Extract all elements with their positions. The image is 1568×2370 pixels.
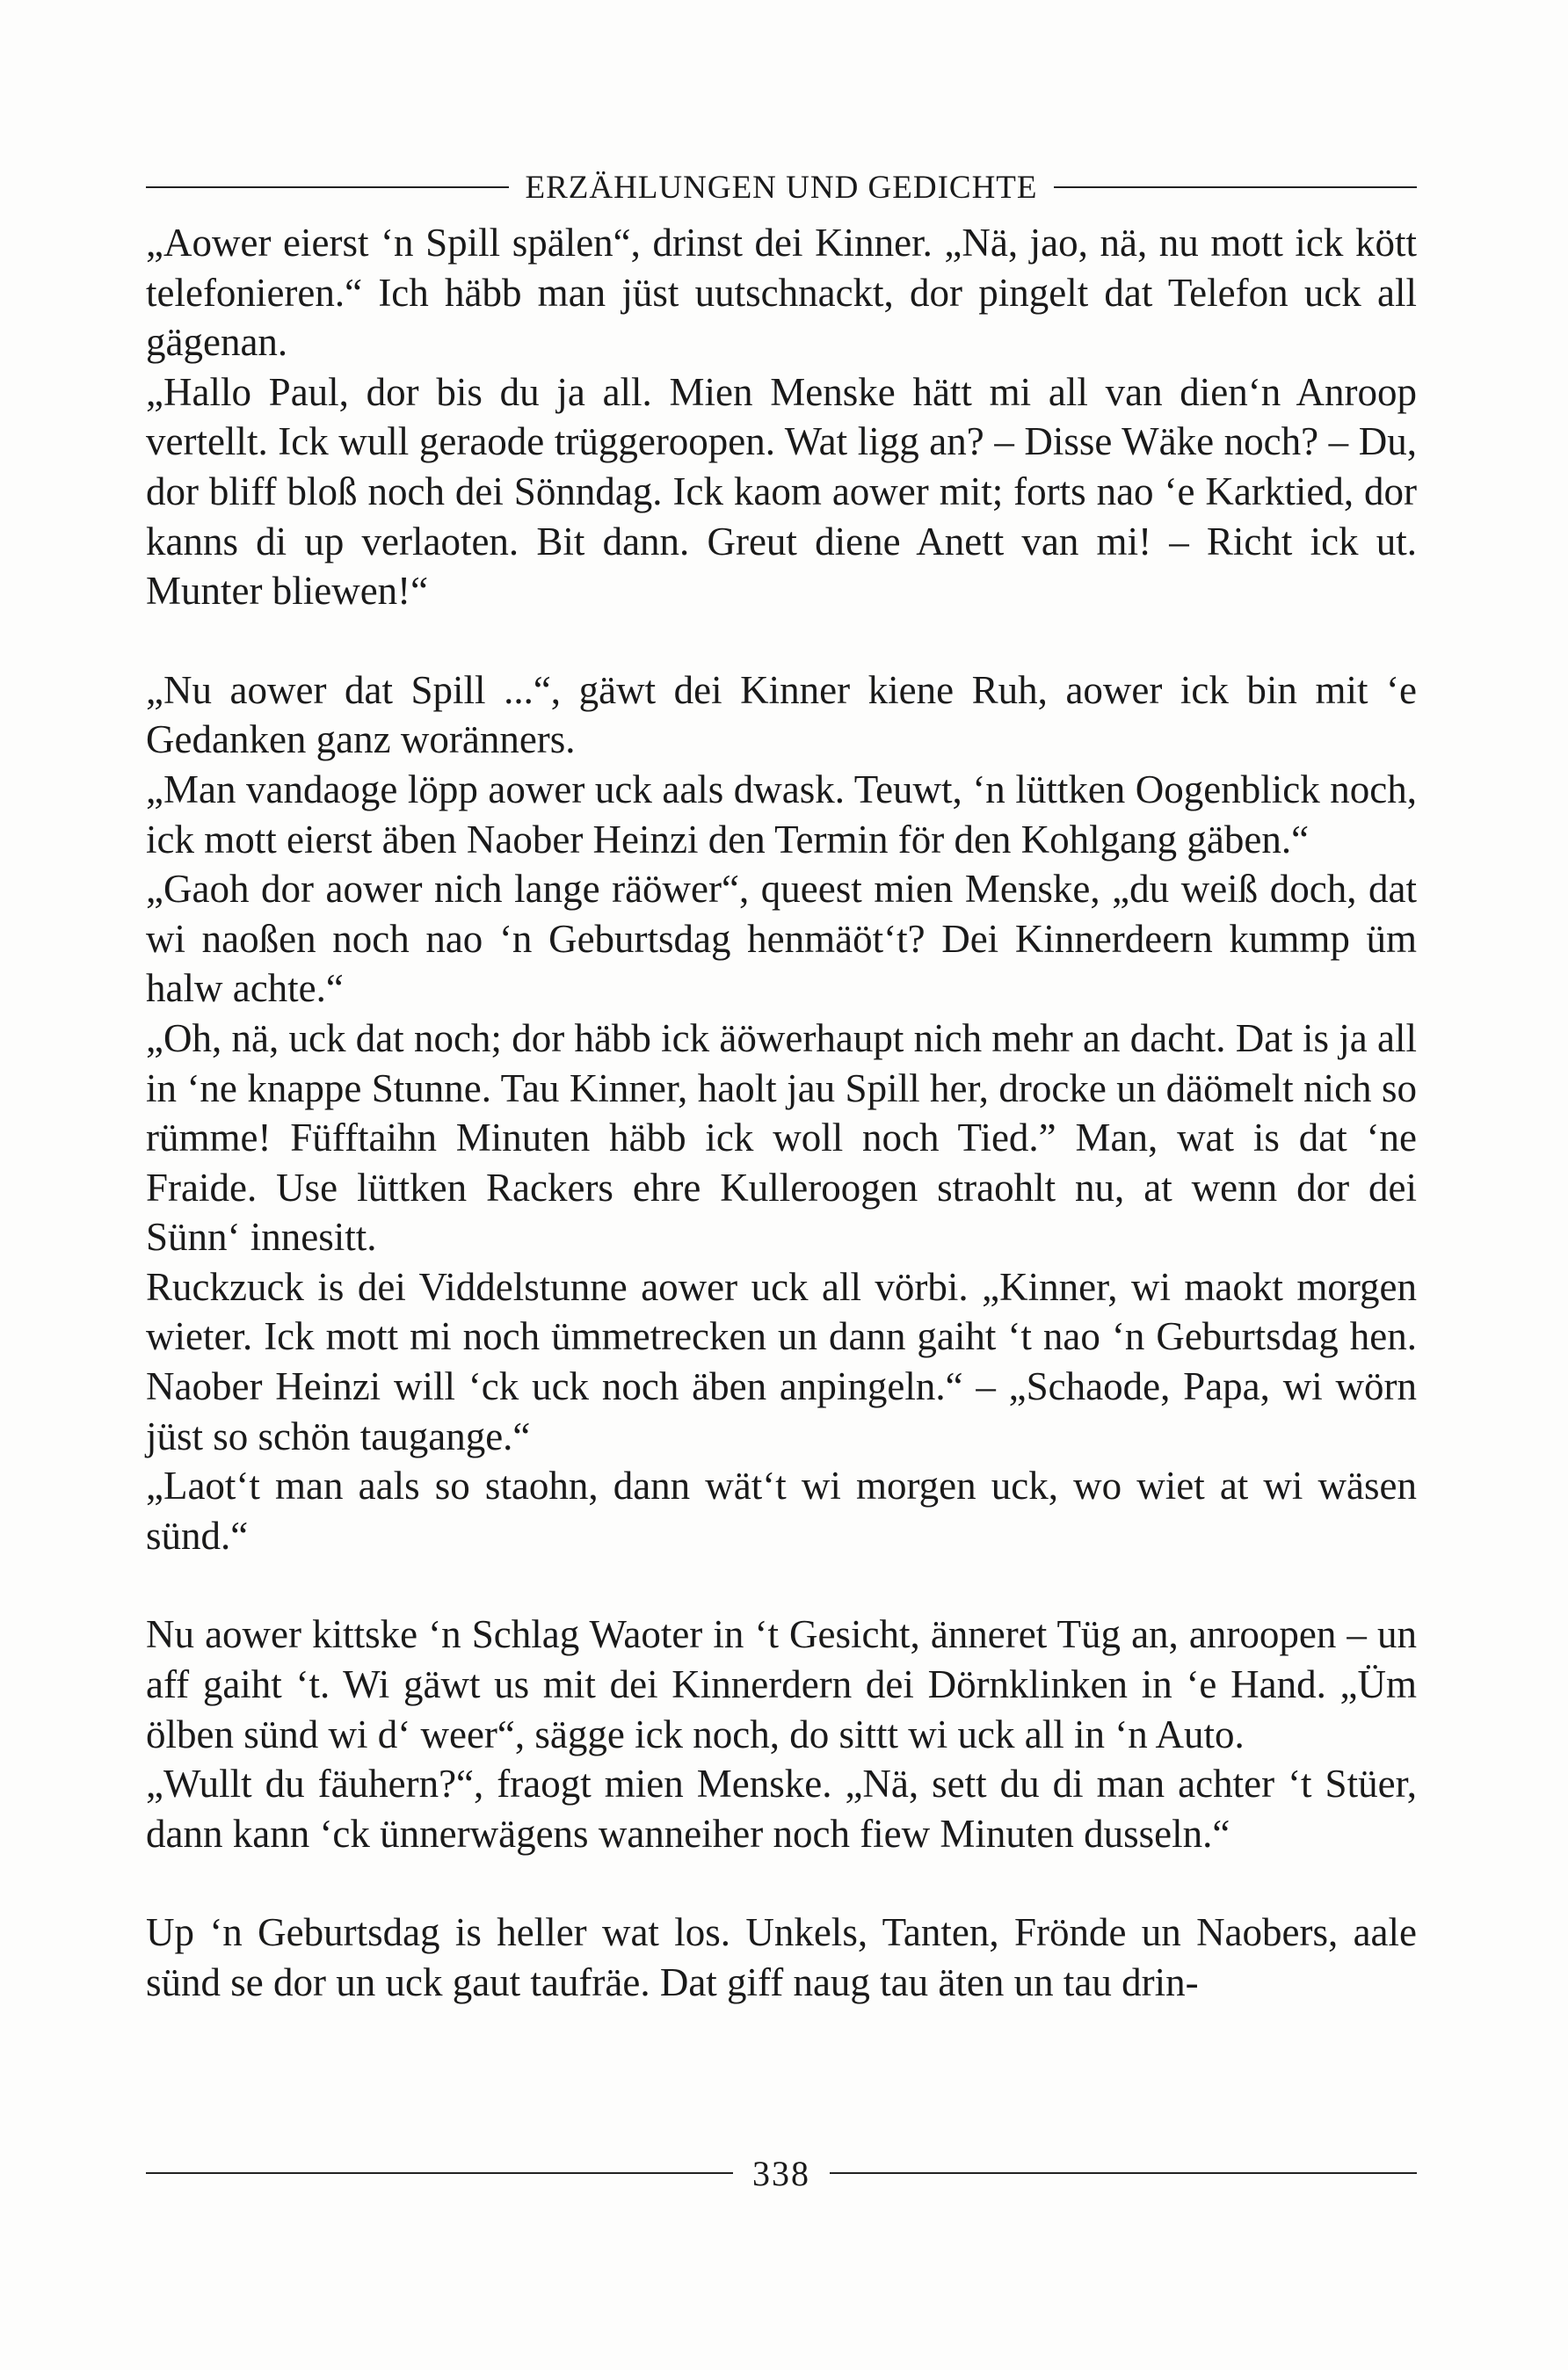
paragraph: „Oh, nä, uck dat noch; dor häbb ick äöwerhaupt nich mehr an dacht. Dat is ja all in ‘ne knappe Stunne. Tau Kinner, haolt jau Spill her, drocke un däömelt nich so rümme! Füfftaihn Minuten häbb ick woll noch Tied.” Man, wat is dat ‘ne Fraide. Use lüttken Rackers ehre Kulleroogen straohlt nu, at wenn dor dei Sünn‘ innesitt. — [146, 1015, 1417, 1260]
running-footer — [146, 2150, 1417, 2196]
running-header — [146, 165, 1417, 209]
body-text — [146, 218, 1417, 2008]
paragraph: „Laot‘t man aals so staohn, dann wät‘t wi morgen uck, wo wiet at wi wäsen sünd.“ — [146, 1464, 1417, 1558]
paragraph: „Nu aower dat Spill ...“, gäwt dei Kinner kiene Ruh, aower ick bin mit ‘e Gedanken ganz woränners. — [146, 667, 1417, 762]
header-rule-right — [1054, 186, 1417, 188]
paragraph: „Hallo Paul, dor bis du ja all. Mien Menske hätt mi all van dien‘n Anroop vertellt. Ick wull geraode trüggeroopen. Wat ligg an? – Disse Wäke noch? – Du, dor bliff bloß noch dei Sönndag. Ick kaom aower mit; forts nao ‘e Karktied, dor kanns di up verlaoten. Bit dann. Greut diene Anett van mi! – Richt ick ut. Munter bliewen!“ — [146, 369, 1417, 614]
paragraph: Ruckzuck is dei Viddelstunne aower uck all vörbi. „Kinner, wi maokt morgen wieter. Ick mott mi noch ümmetrecken un dann gaiht ‘t nao ‘n Geburtsdag hen. Naober Heinzi will ‘ck uck noch äben anpingeln.“ – „Schaode, Papa, wi wörn jüst so schön taugange.“ — [146, 1264, 1417, 1458]
paragraph: Up ‘n Geburtsdag is heller wat los. Unkels, Tanten, Frönde un Naobers, aale sünd se dor un uck gaut taufräe. Dat giff naug tau äten un tau drin- — [146, 1910, 1417, 2004]
footer-rule-left — [146, 2172, 733, 2174]
page-number: 338 — [752, 2153, 810, 2193]
footer-rule-right — [830, 2172, 1417, 2174]
paragraph: Nu aower kittske ‘n Schlag Waoter in ‘t Gesicht, änneret Tüg an, anroopen – un aff gaiht ‘t. Wi gäwt us mit dei Kinnerdern dei Dörnklinken in ‘e Hand. „Üm ölben sünd wi d‘ weer“, sägge ick noch, do sittt wi uck all in ‘n Auto. — [146, 1612, 1417, 1756]
paragraph: „Man vandaoge löpp aower uck aals dwask. Teuwt, ‘n lüttken Oogenblick noch, ick mott eierst äben Naober Heinzi den Termin för den Kohlgang gäben.“ — [146, 767, 1417, 861]
paragraph: „Wullt du fäuhern?“, fraogt mien Menske. „Nä, sett du di man achter ‘t Stüer, dann kann ‘ck ünnerwägens wanneiher noch fiew Minuten dusseln.“ — [146, 1762, 1417, 1856]
header-rule-left — [146, 186, 509, 188]
paragraph: „Gaoh dor aower nich lange räöwer“, queest mien Menske, „du weiß doch, dat wi naoßen noch nao ‘n Geburtsdag henmäöt‘t? Dei Kinnerdeern kummp üm halw achte.“ — [146, 867, 1417, 1011]
running-header-title: ERZÄHLUNGEN UND GEDICHTE — [525, 169, 1038, 206]
paragraph: „Aower eierst ‘n Spill spälen“, drinst dei Kinner. „Nä, jao, nä, nu mott ick kött telefonieren.“ Ich häbb man jüst uutschnackt, dor pingelt dat Telefon uck all gägenan. — [146, 221, 1417, 365]
